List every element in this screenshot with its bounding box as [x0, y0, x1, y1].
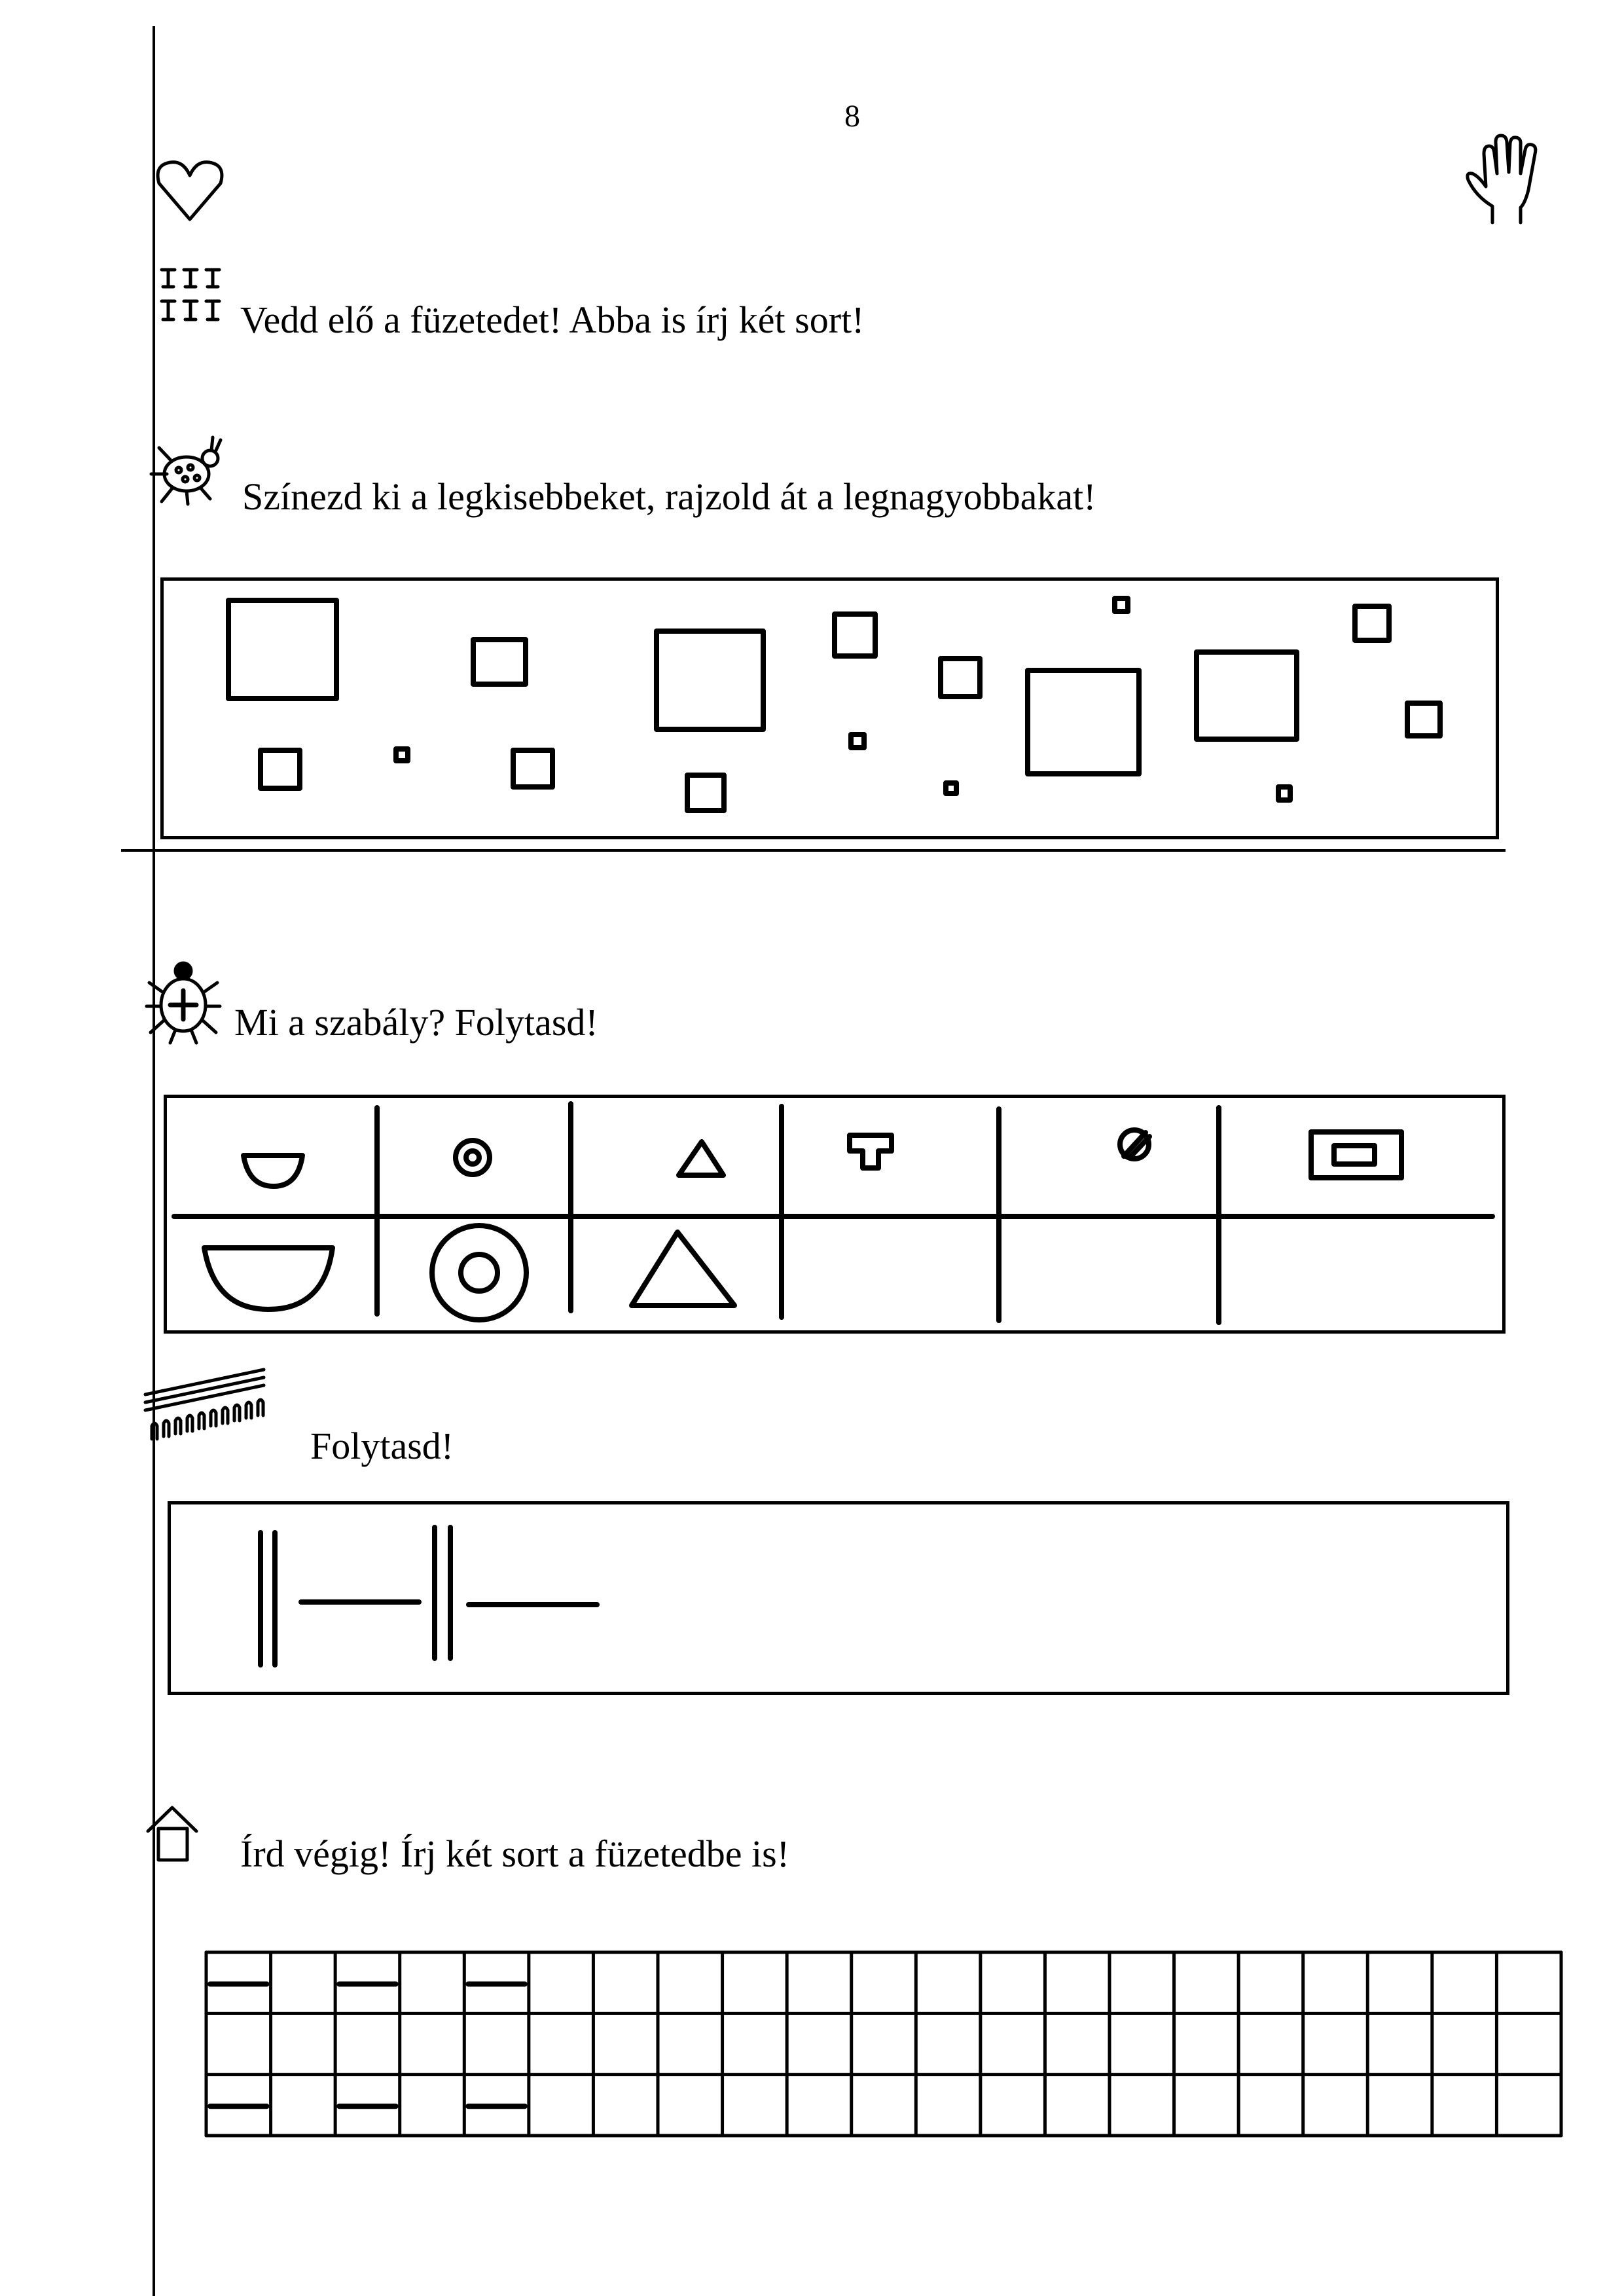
double-circle-small-inner	[466, 1151, 479, 1164]
half-circle-large	[204, 1248, 333, 1309]
instruction-write-to-end: Írd végig! Írj két sort a füzetedbe is!	[240, 1832, 790, 1875]
rule-table-drawing	[164, 1095, 1506, 1334]
instruction-rule: Mi a szabály? Folytasd!	[234, 1001, 598, 1044]
tiny-square	[396, 749, 408, 761]
page-number: 8	[844, 99, 860, 134]
double-circle-large-inner	[461, 1254, 497, 1291]
double-circle-small-outer	[456, 1140, 490, 1175]
double-rectangle-outer	[1311, 1132, 1401, 1178]
triangle-large	[632, 1232, 734, 1305]
instruction-color-smallest: Színezd ki a legkisebbeket, rajzold át a legnagyobbakat!	[242, 475, 1096, 518]
instruction-continue: Folytasd!	[310, 1425, 454, 1467]
tiny-square	[851, 735, 864, 748]
tiny-square	[946, 783, 956, 793]
medium-square	[687, 775, 724, 811]
medium-square	[1355, 606, 1389, 640]
wine-glasses-icon	[159, 267, 225, 327]
large-square	[657, 631, 763, 729]
pattern-drawing	[168, 1501, 1509, 1695]
medium-square	[513, 750, 552, 787]
writing-grid	[205, 1951, 1563, 2136]
medium-square	[941, 659, 980, 697]
left-margin-line	[153, 26, 155, 2296]
house-icon	[143, 1804, 202, 1866]
large-square	[1028, 670, 1139, 774]
medium-square	[261, 750, 300, 788]
large-square	[1197, 652, 1297, 739]
t-shape-small	[850, 1135, 892, 1168]
beetle-icon	[144, 959, 223, 1048]
railway-icon	[143, 1368, 274, 1450]
section-divider	[121, 849, 1506, 852]
hand-icon	[1463, 134, 1555, 226]
large-square	[228, 600, 336, 699]
medium-square	[835, 614, 875, 656]
tiny-square	[1115, 598, 1128, 611]
instruction-notebook: Vedd elő a füzetedet! Abba is írj két sort!	[240, 299, 865, 341]
half-circle-small	[244, 1156, 302, 1186]
squares-drawing	[160, 577, 1499, 839]
double-circle-large-outer	[432, 1226, 526, 1320]
medium-square	[1407, 703, 1440, 736]
heart-icon	[154, 157, 226, 223]
tiny-square	[1278, 787, 1290, 800]
double-rectangle-inner	[1334, 1146, 1375, 1164]
ladybug-icon	[147, 433, 232, 505]
medium-square	[473, 640, 526, 684]
triangle-small	[679, 1142, 723, 1175]
